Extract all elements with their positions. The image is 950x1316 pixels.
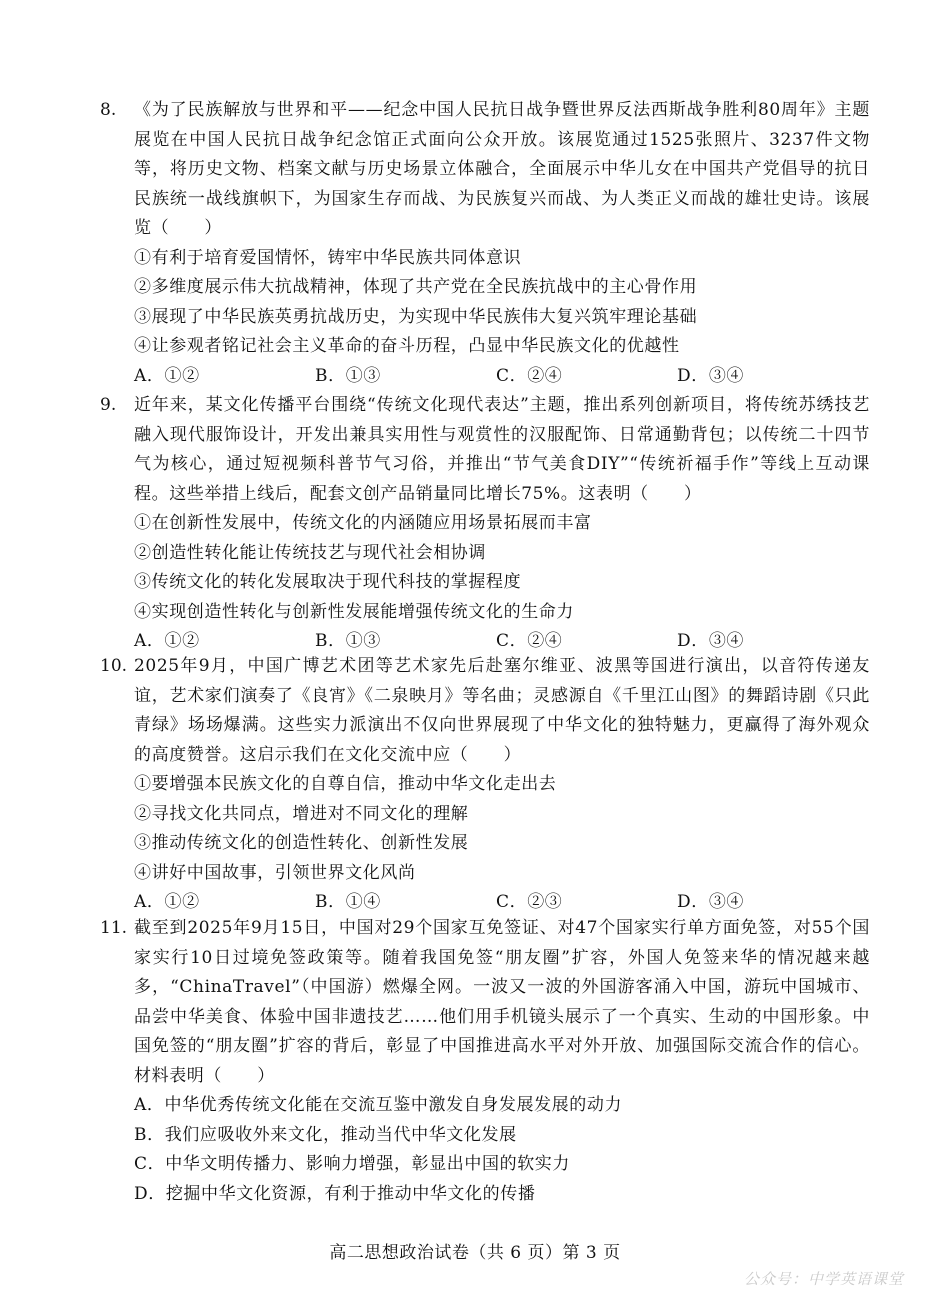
option-d[interactable]: D．③④ bbox=[677, 892, 745, 912]
question-9 bbox=[100, 391, 870, 657]
question-body bbox=[134, 96, 870, 391]
option-b[interactable]: B．①④ bbox=[315, 892, 381, 912]
option-a[interactable]: A．①② bbox=[134, 365, 200, 386]
statement-item: ②寻找文化共同点，增进对不同文化的理解 bbox=[134, 803, 469, 824]
option-d[interactable]: D．挖掘中华文化资源，有利于推动中华文化的传播 bbox=[134, 1183, 536, 1204]
question-number: 10. bbox=[100, 656, 128, 676]
option-b[interactable]: B．①③ bbox=[315, 631, 381, 651]
option-a[interactable]: A．①② bbox=[134, 631, 200, 651]
question-number: 9. bbox=[100, 395, 117, 415]
question-body bbox=[134, 914, 870, 1209]
option-d[interactable]: D．③④ bbox=[677, 631, 745, 651]
option-c[interactable]: C．中华文明传播力、影响力增强，彰显出中国的软实力 bbox=[134, 1154, 571, 1174]
statement-item: ④讲好中国故事，引领世界文化风尚 bbox=[134, 862, 416, 883]
watermark: 公众号：中学英语课堂 bbox=[743, 1270, 904, 1288]
question-body bbox=[134, 652, 870, 918]
question-number: 11. bbox=[100, 918, 128, 938]
question-stem: 2025年9月，中国广博艺术团等艺术家先后赴塞尔维亚、波黑等国进行演出，以音符传递友谊，艺术家们演奏了《良宵》《二泉映月》等名曲；灵感源自《千里江山图》的舞蹈诗剧《只此青绿》场场爆满。这些实力派演出不仅向世界展现了中华文化的独特魅力，更赢得了海外观众的高度赞誉。这启示我们在文化交流中应（ ） bbox=[134, 656, 870, 765]
option-a[interactable]: A．中华优秀传统文化能在交流互鉴中激发自身发展发展的动力 bbox=[134, 1095, 623, 1115]
option-c[interactable]: C．②④ bbox=[496, 365, 563, 386]
question-stem: 截至到2025年9月15日，中国对29个国家互免签证、对47个国家实行单方面免签，对55个国家实行10日过境免签政策等。随着我国免签“朋友圈”扩容，外国人免签来华的情况越来越多，“ChinaTravel”（中国游）燃爆全网。一波又一波的外国游客涌入中国，游玩中国城市、品尝中华美食、体验中国非遗技艺……他们用手机镜头展示了一个真实、生动的中国形象。中国免签的“朋友圈”扩容的背后，彰显了中国推进高水平对外开放、加强国际交流合作的信心。材料表明（ ） bbox=[134, 918, 870, 1086]
option-c[interactable]: C．②④ bbox=[496, 631, 563, 651]
statement-item: ④让参观者铭记社会主义革命的奋斗历程，凸显中华民族文化的优越性 bbox=[134, 336, 680, 356]
statement-item: ①有利于培育爱国情怀，铸牢中华民族共同体意识 bbox=[134, 247, 522, 268]
question-8 bbox=[100, 96, 870, 391]
statement-item: ①要增强本民族文化的自尊自信，推动中华文化走出去 bbox=[134, 774, 557, 794]
statement-item: ②创造性转化能让传统技艺与现代社会相协调 bbox=[134, 542, 486, 563]
statement-item: ④实现创造性转化与创新性发展能增强传统文化的生命力 bbox=[134, 601, 574, 622]
statement-item: ②多维度展示伟大抗战精神，体现了共产党在全民族抗战中的主心骨作用 bbox=[134, 277, 698, 297]
question-10 bbox=[100, 652, 870, 918]
option-a[interactable]: A．①② bbox=[134, 892, 200, 912]
page-footer: 高二思想政治试卷（共 6 页）第 3 页 bbox=[329, 1243, 621, 1263]
option-d[interactable]: D．③④ bbox=[677, 365, 745, 386]
option-b[interactable]: B．①③ bbox=[315, 365, 381, 386]
statement-item: ①在创新性发展中，传统文化的内涵随应用场景拓展而丰富 bbox=[134, 513, 592, 533]
statement-item: ③推动传统文化的创造性转化、创新性发展 bbox=[134, 833, 469, 853]
statement-item: ③展现了中华民族英勇抗战历史，为实现中华民族伟大复兴筑牢理论基础 bbox=[134, 306, 698, 327]
option-b[interactable]: B．我们应吸收外来文化，推动当代中华文化发展 bbox=[134, 1124, 517, 1145]
statement-item: ③传统文化的转化发展取决于现代科技的掌握程度 bbox=[134, 572, 522, 592]
question-11 bbox=[100, 914, 870, 1209]
question-number: 8. bbox=[100, 100, 117, 120]
question-body bbox=[134, 391, 870, 657]
question-stem: 《为了民族解放与世界和平——纪念中国人民抗日战争暨世界反法西斯战争胜利80周年》主题展览在中国人民抗日战争纪念馆正式面向公众开放。该展览通过1525张照片、3237件文物等，将历史文物、档案文献与历史场景立体融合，全面展示中华儿女在中国共产党倡导的抗日民族统一战线旗帜下，为国家生存而战、为民族复兴而战、为人类正义而战的雄壮史诗。该展览（ ） bbox=[134, 100, 870, 238]
question-stem: 近年来，某文化传播平台围绕“传统文化现代表达”主题，推出系列创新项目，将传统苏绣技艺融入现代服饰设计，开发出兼具实用性与观赏性的汉服配饰、日常通勤背包；以传统二十四节气为核心，通过短视频科普节气习俗，并推出“节气美食DIY”“传统祈福手作”等线上互动课程。这些举措上线后，配套文创产品销量同比增长75%。这表明（ ） bbox=[134, 395, 870, 504]
answer-options bbox=[134, 362, 870, 392]
option-c[interactable]: C．②③ bbox=[496, 892, 563, 912]
